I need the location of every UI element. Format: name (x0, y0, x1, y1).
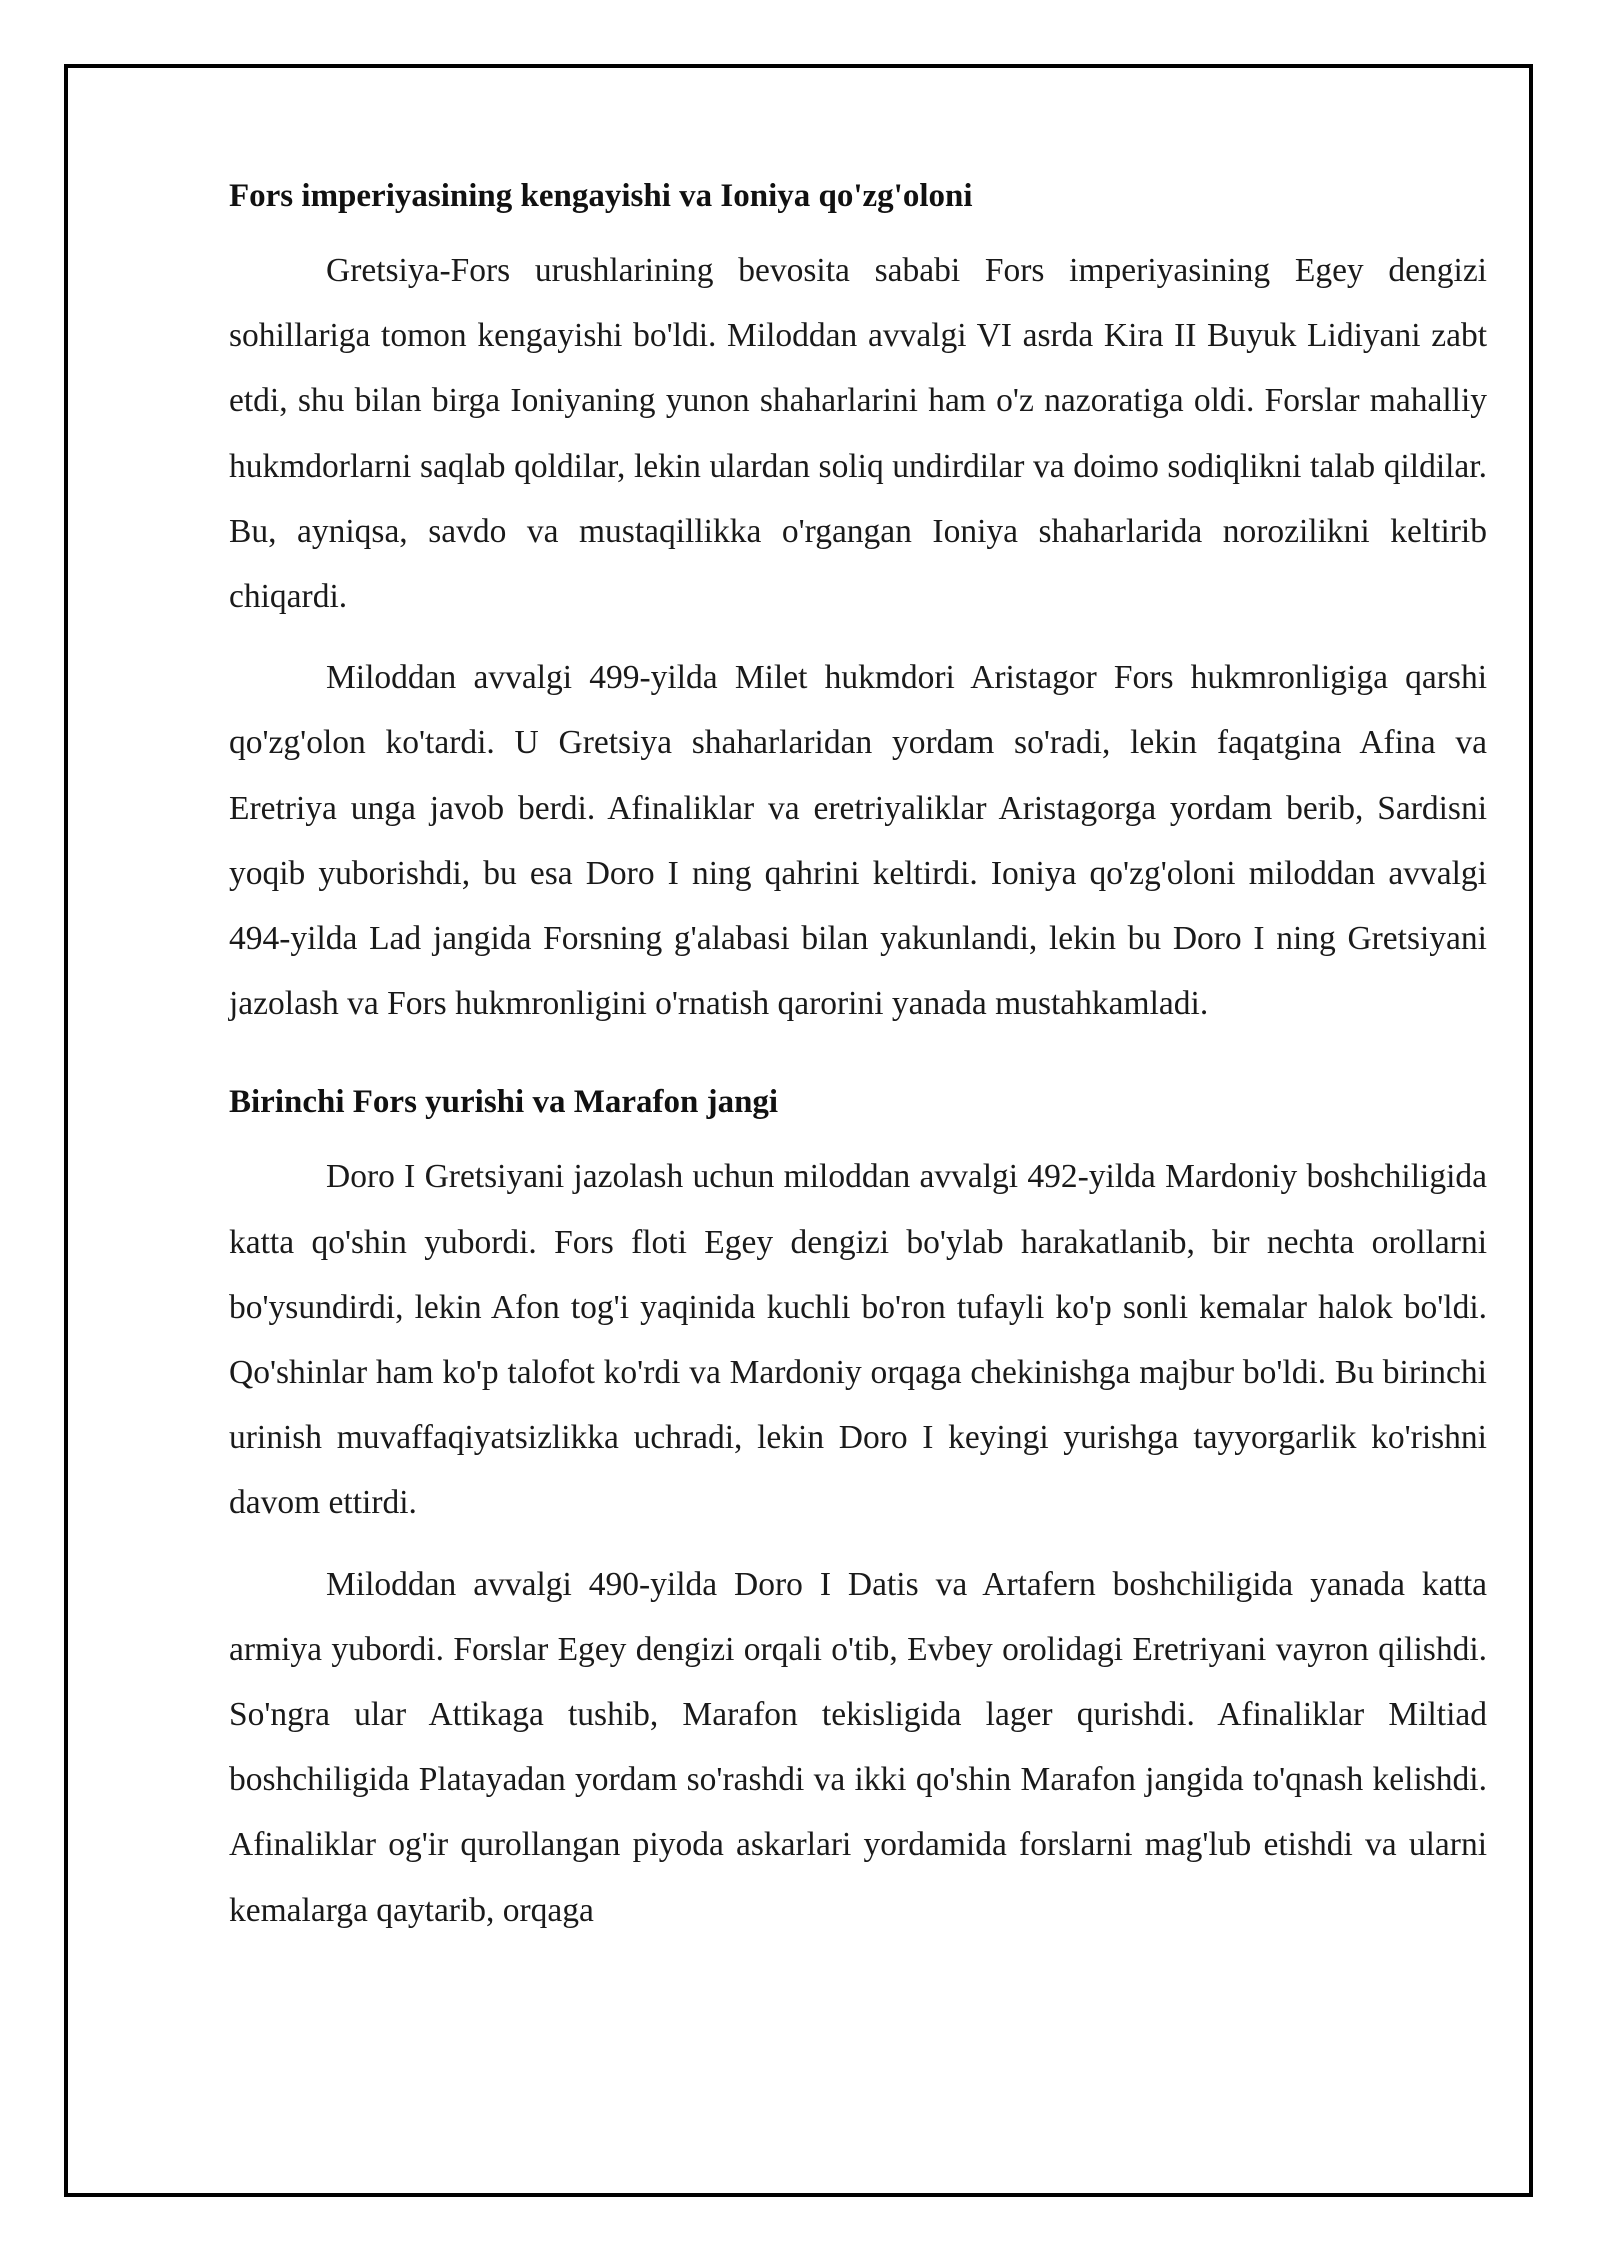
section-heading: Birinchi Fors yurishi va Marafon jangi (229, 1084, 779, 1121)
section-heading: Fors imperiyasining kengayishi va Ioniya qo'zg'oloni (229, 178, 973, 214)
paragraph: Gretsiya-Fors urushlarining bevosita sababi Fors imperiyasining Egey dengizi sohillariga tomon kengayishi bo'ldi. Miloddan avvalgi VI asrda Kira II Buyuk Lidiyani zabt etdi, shu bilan birga Ioniyaning yunon shaharlarini ham o'z nazoratiga oldi. Forslar mahalliy hukmdorlarni saqlab qoldilar, lekin ulardan soliq undirdilar va doimo sodiqlikni talab qildilar. Bu, ayniqsa, savdo va mustaqillikka o'rgangan Ioniya shaharlarida norozilikni keltirib chiqardi. (229, 252, 1487, 616)
paragraph: Miloddan avvalgi 499-yilda Milet hukmdori Aristagor Fors hukmronligiga qarshi qo'zg'olon ko'tardi. U Gretsiya shaharlaridan yordam so'radi, lekin faqatgina Afina va Eretriya unga javob berdi. Afinaliklar va eretriyaliklar Aristagorga yordam berib, Sardisni yoqib yuborishdi, bu esa Doro I ning qahrini keltirdi. Ioniya qo'zg'oloni miloddan avvalgi 494-yilda Lad jangida Forsning g'alabasi bilan yakunlandi, lekin bu Doro I ning Gretsiyani jazolash va Fors hukmronligini o'rnatish qarorini yanada mustahkamladi. (229, 659, 1487, 1023)
section-marathon (229, 1078, 1487, 1942)
paragraph: Doro I Gretsiyani jazolash uchun miloddan avvalgi 492-yilda Mardoniy boshchiligida katta qo'shin yubordi. Fors floti Egey dengizi bo'ylab harakatlanib, bir nechta orollarni bo'ysundirdi, lekin Afon tog'i yaqinida kuchli bo'ron tufayli ko'p sonli kemalar halok bo'ldi. Qo'shinlar ham ko'p talofot ko'rdi va Mardoniy orqaga chekinishga majbur bo'ldi. Bu birinchi urinish muvaffaqiyatsizlikka uchradi, lekin Doro I keyingi yurishga tayyorgarlik ko'rishni davom ettirdi. (229, 1158, 1487, 1522)
paragraph: Miloddan avvalgi 490-yilda Doro I Datis va Artafern boshchiligida yanada katta armiya yubordi. Forslar Egey dengizi orqali o'tib, Evbey orolidagi Eretriyani vayron qilishdi. So'ngra ular Attikaga tushib, Marafon tekisligida lager qurishdi. Afinaliklar Miltiad boshchiligida Platayadan yordam so'rashdi va ikki qo'shin Marafon jangida to'qnash kelishdi. Afinaliklar og'ir qurollangan piyoda askarlari yordamida forslarni mag'lub etishdi va ularni kemalarga qaytarib, orqaga (229, 1565, 1487, 1929)
document-body (229, 172, 1487, 1959)
section-ionian-revolt (229, 172, 1487, 1036)
